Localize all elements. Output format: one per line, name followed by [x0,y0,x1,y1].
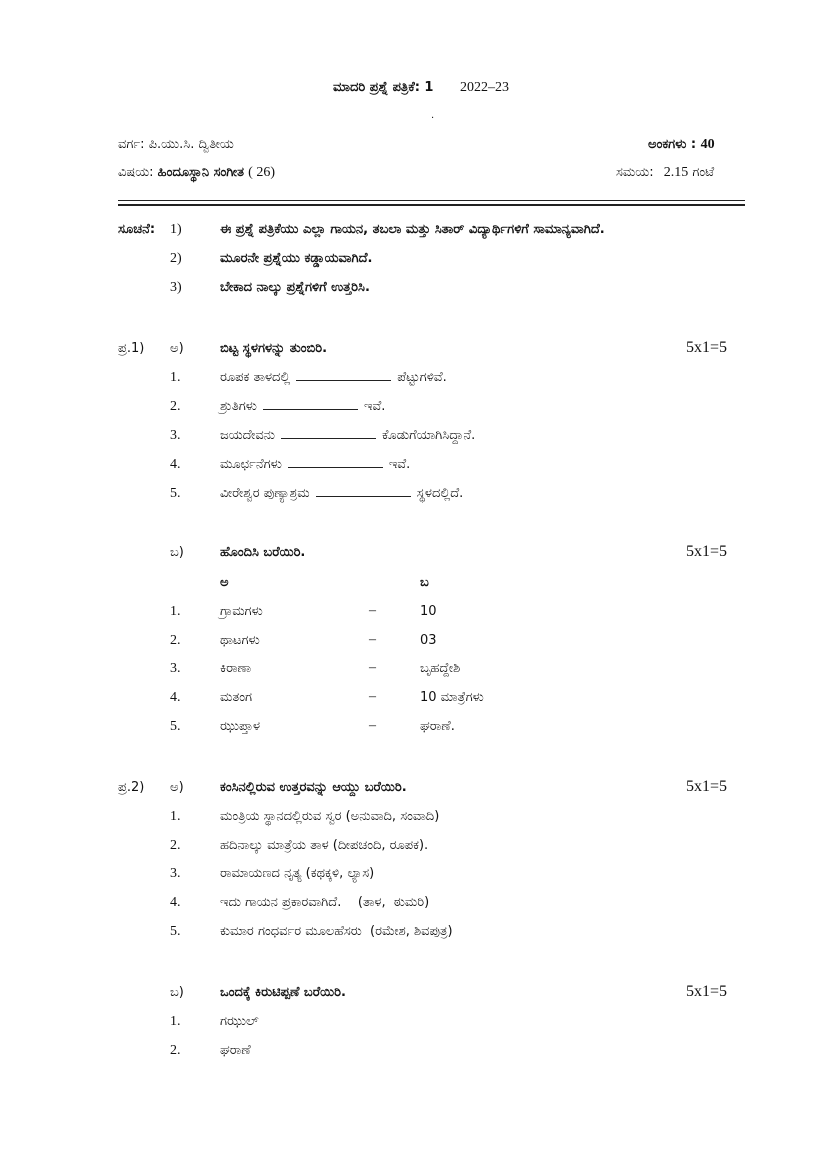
q1a-item-before: ಮೂರ್ಛನೆಗಳು [220,457,282,472]
match-dash: – [369,689,376,704]
q1a-item [220,486,463,501]
match-dash: – [369,632,376,647]
q1a-item-before: ರೂಪಕ ತಾಳದಲ್ಲಿ [220,370,291,385]
match-col-a: ಮತಂಗ [220,690,253,705]
subject-value: ಹಿಂದೂಸ್ಥಾನಿ ಸಂಗೀತ [157,165,245,180]
q2b-item: ಘರಾಣೆ [220,1043,251,1058]
q1a-item-after: ಇವೆ. [363,399,386,414]
time-value: 2.15 [663,165,689,180]
q1b-part: ಬ) [170,545,184,560]
q1a-item-num: 1. [170,370,181,385]
total-marks [648,137,715,153]
class-line [118,137,234,152]
q1a-item [220,399,385,414]
q1a-part: ಅ) [170,341,184,356]
q1a-item [220,428,475,443]
instruction-num: 2) [170,251,182,266]
paper-year: 2022–23 [460,80,510,95]
match-col-b: 03 [420,633,437,648]
match-col-b: ಬೃಹದ್ದೇಶಿ [420,661,461,676]
match-row-num: 5. [170,719,181,734]
q2a-part: ಅ) [170,780,184,795]
q1a-heading: ಬಿಟ್ಟ ಸ್ಥಳಗಳನ್ನು ತುಂಬಿರಿ. [220,341,328,356]
fill-blank [296,370,391,381]
match-col-a: ಝುಪ್ತಾಳ [220,719,261,734]
q2b-part: ಬ) [170,985,184,1000]
fill-blank [316,486,411,497]
fill-blank [263,399,358,410]
q2b-item: ಗಝುಲ್ [220,1014,259,1029]
q1a-item-after: ಸ್ಥಳದಲ್ಲಿದೆ. [416,486,464,501]
class-value: ಪಿ.ಯು.ಸಿ. ದ್ವಿತೀಯ [148,137,234,152]
instruction-num: 3) [170,280,182,295]
q2b-item-num: 1. [170,1014,181,1029]
column-b-header: ಬ [420,575,429,590]
match-col-a: ಗ್ರಾಮಗಳು [220,604,263,619]
q1a-item-num: 2. [170,399,181,414]
q2b-item-num: 2. [170,1043,181,1058]
instructions-label: ಸೂಚನೆ: [118,222,156,237]
time-unit: ಗಂಟೆ [692,165,715,180]
match-col-a: ಕಿರಾಣಾ [220,661,252,676]
q2a-marks: 5x1=5 [686,778,728,795]
q1a-item-after: ಇವೆ. [388,457,411,472]
subject-line [118,165,275,181]
q2b-marks: 5x1=5 [686,983,728,1000]
q1a-item-before: ಜಯದೇವನು [220,428,276,443]
q2a-heading: ಕಂಸಿನಲ್ಲಿರುವ ಉತ್ತರವನ್ನು ಆಯ್ದು ಬರೆಯಿರಿ. [220,780,407,795]
match-col-a: ಥಾಟಗಳು [220,633,260,648]
time-line [616,165,714,181]
fill-blank [288,457,383,468]
q2a-item: ಇದು ಗಾಯನ ಪ್ರಕಾರವಾಗಿದೆ. (ತಾಳ, ಠುಮರಿ) [220,895,430,910]
match-col-b: 10 ಮಾತ್ರೆಗಳು [420,690,484,705]
match-col-b: ಘರಾಣೆ. [420,719,455,734]
time-label: ಸಮಯ: [616,165,654,180]
q1b-marks: 5x1=5 [686,543,728,560]
match-row-num: 1. [170,604,181,619]
q1a-item-before: ಶ್ರುತಿಗಳು [220,399,257,414]
match-dash: – [369,660,376,675]
paper-title-label: ಮಾದರಿ ಪ್ರಶ್ನೆ ಪತ್ರಿಕೆ: 1 [333,80,434,95]
match-row-num: 4. [170,690,181,705]
match-dash: – [369,718,376,733]
q1a-item-num: 5. [170,486,181,501]
q2a-item: ಹದಿನಾಲ್ಕು ಮಾತ್ರೆಯ ತಾಳ (ದೀಪಚಂದಿ, ರೂಪಕ). [220,838,429,853]
q2a-item-num: 2. [170,838,181,853]
header-dot: . [431,110,435,121]
match-row-num: 2. [170,633,181,648]
marks-value: 40 [700,137,715,152]
marks-label: ಅಂಕಗಳು : [648,137,697,152]
q1a-item-num: 3. [170,428,181,443]
q1a-item-before: ವೀರೇಶ್ವರ ಪುಣ್ಯಾಶ್ರಮ [220,486,310,501]
q2a-item: ಕುಮಾರ ಗಂಧರ್ವರ ಮೂಲಹೆಸರು (ರಮೇಶ, ಶಿವಪುತ್ರ) [220,924,453,939]
q2a-item: ಮಂತ್ರಿಯ ಸ್ಥಾನದಲ್ಲಿರುವ ಸ್ವರ (ಅನುವಾದಿ, ಸಂವಾದಿ) [220,809,440,824]
instruction-text: ಮೂರನೇ ಪ್ರಶ್ನೆಯು ಕಡ್ಡಾಯವಾಗಿದೆ. [220,251,373,266]
header-rule-bottom [118,204,745,206]
instruction-num: 1) [170,222,182,237]
q1a-item-after: ಪೆಟ್ಟುಗಳಿವೆ. [397,370,447,385]
header-rule-top [118,200,745,201]
match-row-num: 3. [170,661,181,676]
question-1-number: ಪ್ರ.1) [118,341,145,356]
match-dash: – [369,603,376,618]
q2a-item-num: 1. [170,809,181,824]
q2a-item-num: 4. [170,895,181,910]
instruction-text: ಈ ಪ್ರಶ್ನೆ ಪತ್ರಿಕೆಯು ಎಲ್ಲಾ ಗಾಯನ, ತಬಲಾ ಮತ್ತು ಸಿತಾರ್ ವಿದ್ಯಾರ್ಥಿಗಳಿಗೆ ಸಾಮಾನ್ಯವಾಗಿದೆ. [220,222,605,237]
fill-blank [281,428,376,439]
q1a-item-after: ಕೊಡುಗೆಯಾಗಿಸಿದ್ದಾನೆ. [382,428,476,443]
q2b-heading: ಒಂದಕ್ಕೆ ಕಿರುಟಿಪ್ಪಣೆ ಬರೆಯಿರಿ. [220,985,346,1000]
q1a-item-num: 4. [170,457,181,472]
q2a-item-num: 3. [170,866,181,881]
instruction-text: ಬೇಕಾದ ನಾಲ್ಕು ಪ್ರಶ್ನೆಗಳಿಗೆ ಉತ್ತರಿಸಿ. [220,280,370,295]
q1b-heading: ಹೊಂದಿಸಿ ಬರೆಯಿರಿ. [220,545,306,560]
subject-label: ವಿಷಯ: [118,165,154,180]
q1a-item [220,370,447,385]
column-a-header: ಅ [220,575,229,590]
question-2-number: ಪ್ರ.2) [118,780,145,795]
subject-code: ( 26) [248,165,275,180]
class-label: ವರ್ಗ: [118,137,145,152]
paper-title [333,80,509,96]
q1a-item [220,457,410,472]
q2a-item-num: 5. [170,924,181,939]
match-col-b: 10 [420,604,437,619]
q2a-item: ರಾಮಾಯಣದ ನೃತ್ಯ (ಕಥಕ್ಕಳಿ, ಲ್ಯಾಸ) [220,866,375,881]
q1a-marks: 5x1=5 [686,339,728,356]
